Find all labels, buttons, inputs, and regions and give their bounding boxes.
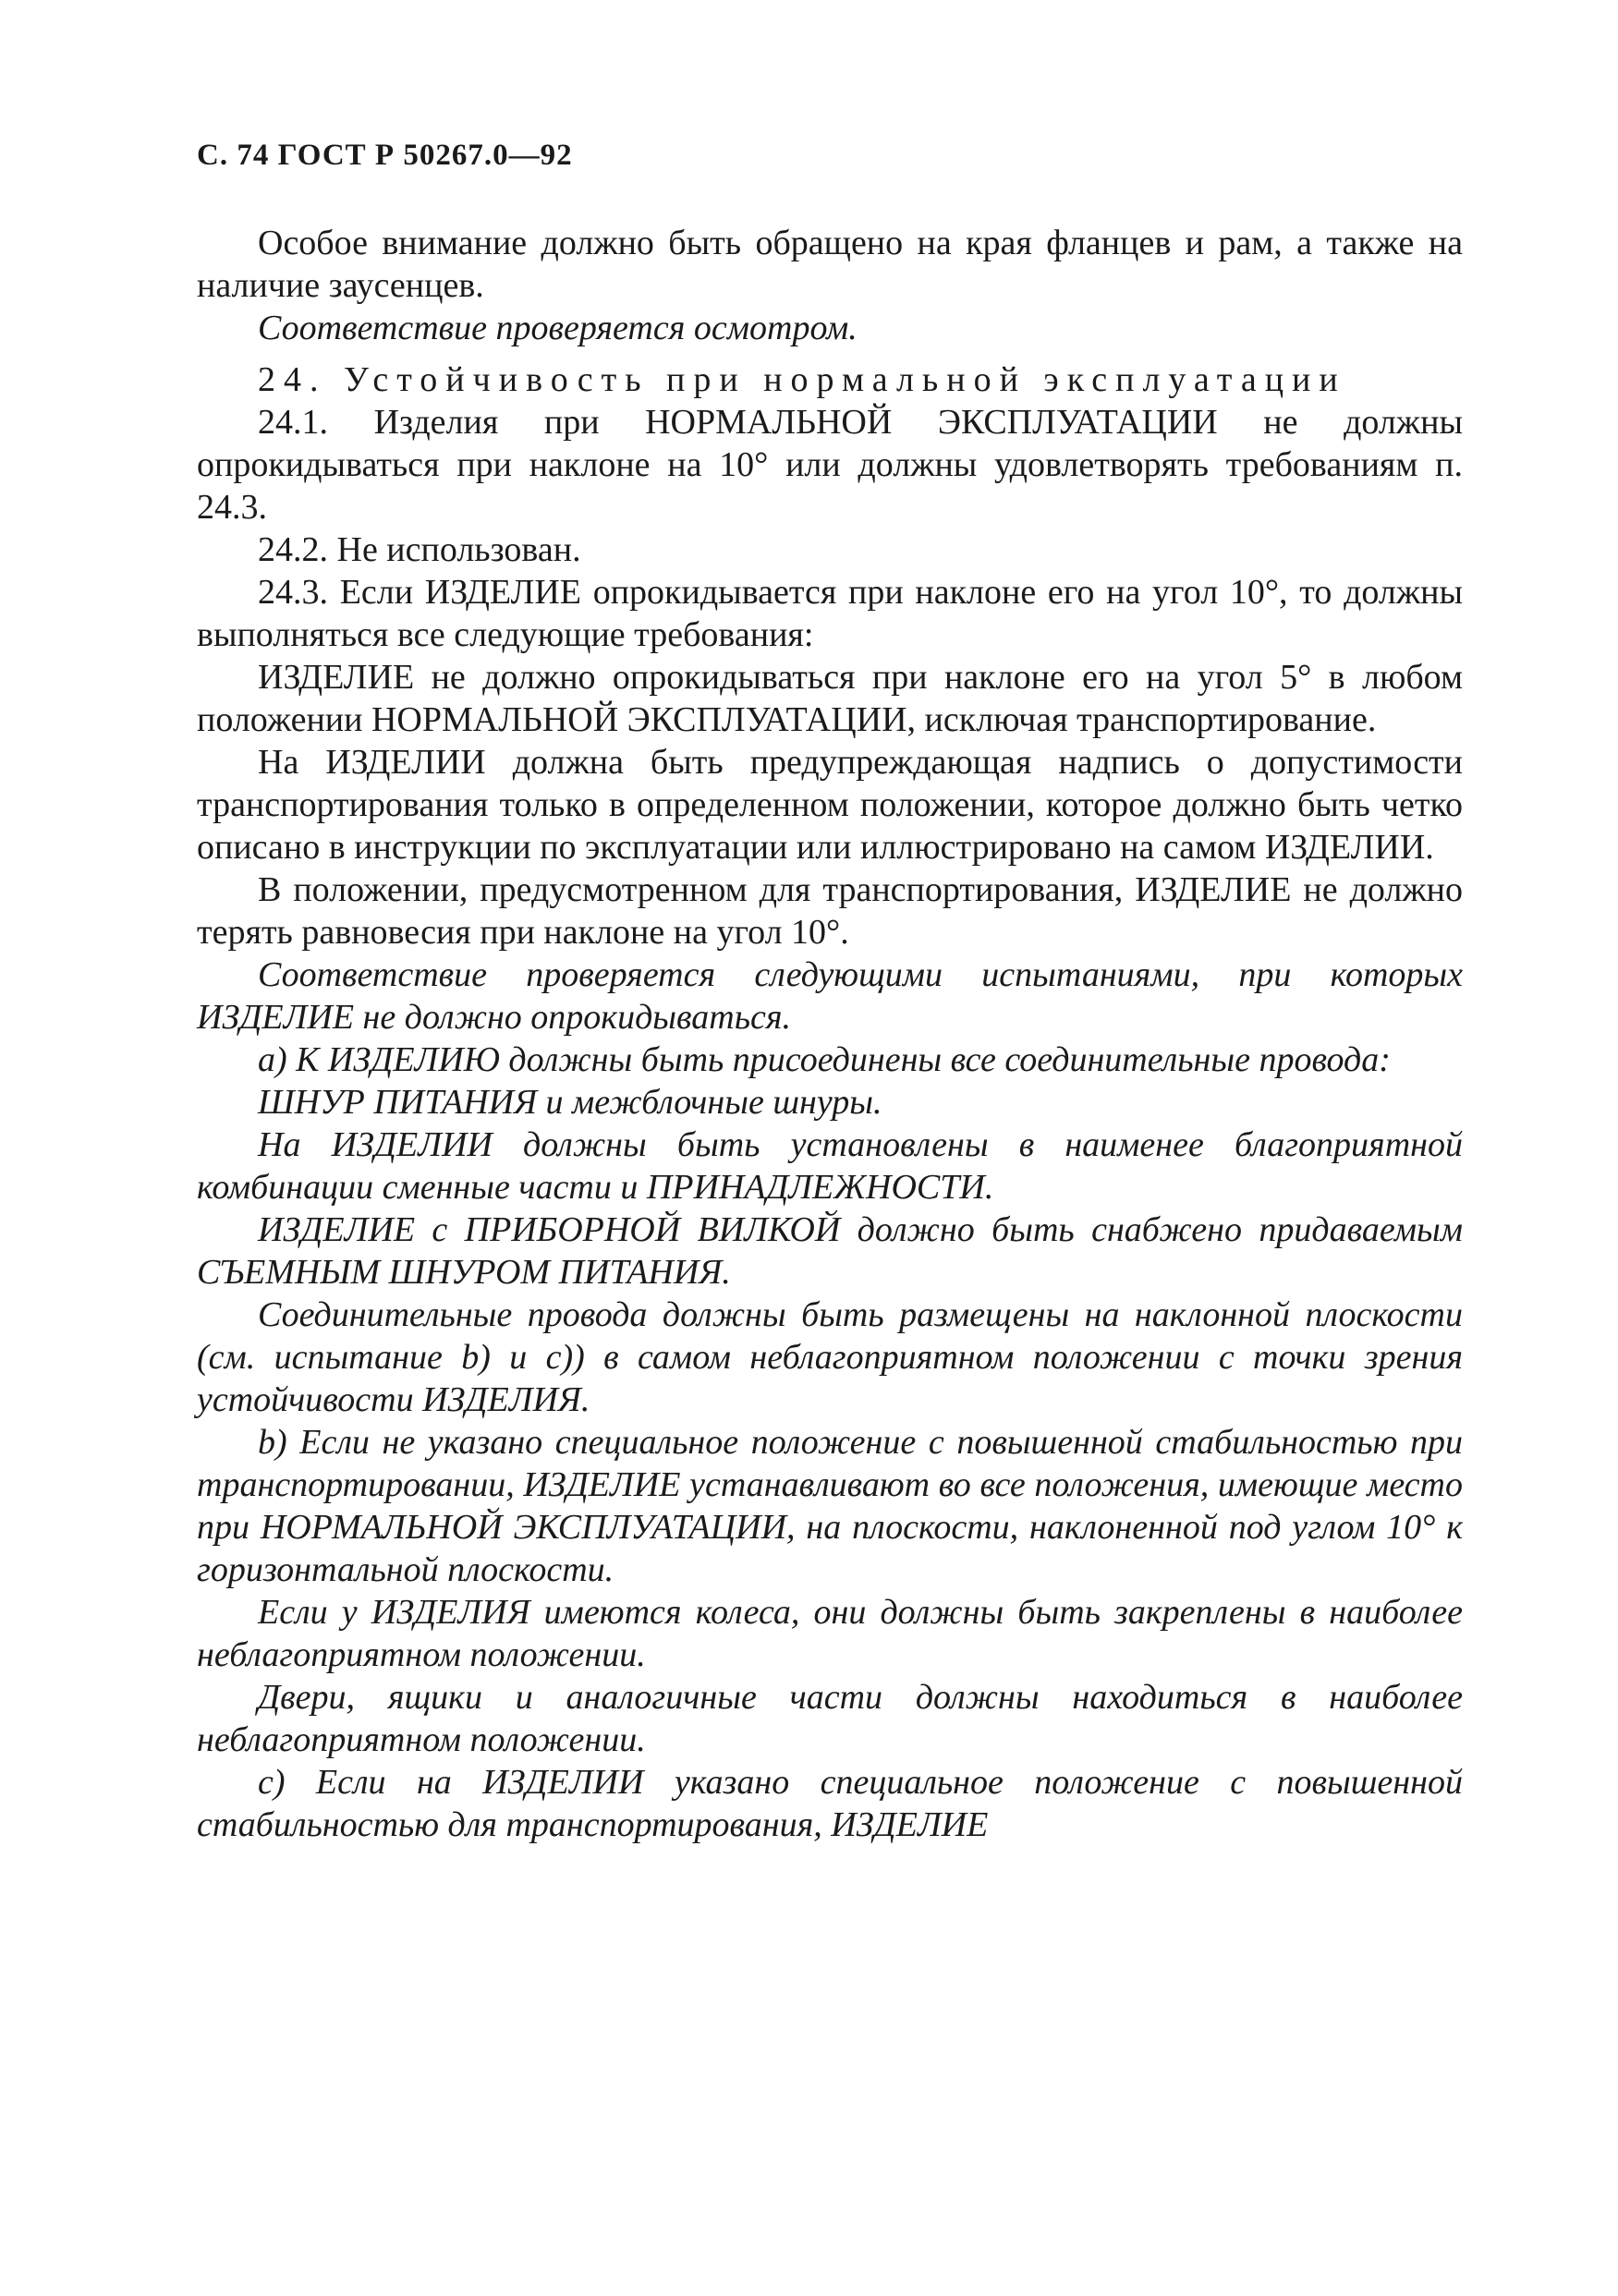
paragraph-24-3: 24.3. Если ИЗДЕЛИЕ опрокидывается при наклоне его на угол 10°, то должны выполняться все следующие требования: <box>197 573 1463 654</box>
paragraph-compliance-tests: Соответствие проверяется следующими испытаниями, при которых ИЗДЕЛИЕ не должно опрокидываться. <box>197 955 1463 1037</box>
paragraph-wheels: Если у ИЗДЕЛИЯ имеются колеса, они должны быть закреплены в наиболее неблагоприятном положении. <box>197 1593 1463 1674</box>
section-heading-24: 24. Устойчивость при нормальной эксплуатации <box>258 360 1346 399</box>
page-header: С. 74 ГОСТ Р 50267.0—92 <box>197 139 573 172</box>
paragraph-test-b: b) Если не указано специальное положение с повышенной стабильностью при транспортировании, ИЗДЕЛИЕ устанавливают во все положения, имеющие место при НОРМАЛЬНОЙ ЭКСПЛУАТАЦИИ, на плоскости, наклоненной под углом 10° к горизонтальной плоскости. <box>197 1423 1463 1589</box>
paragraph-24-1: 24.1. Изделия при НОРМАЛЬНОЙ ЭКСПЛУАТАЦИИ не должны опрокидываться при наклоне на 10° или должны удовлетворять требованиям п. 24.3. <box>197 403 1463 527</box>
paragraph-power-cord: ШНУР ПИТАНИЯ и межблочные шнуры. <box>258 1083 882 1122</box>
paragraph-compliance-inspection: Соответствие проверяется осмотром. <box>258 309 858 347</box>
paragraph-tilt-5-degrees: ИЗДЕЛИЕ не должно опрокидываться при наклоне его на угол 5° в любом положении НОРМАЛЬНОЙ ЭКСПЛУАТАЦИИ, исключая транспортирование. <box>197 658 1463 739</box>
paragraph-test-c: с) Если на ИЗДЕЛИИ указано специальное положение с повышенной стабильностью для транспортирования, ИЗДЕЛИЕ <box>197 1763 1463 1844</box>
paragraph-warning-label: На ИЗДЕЛИИ должна быть предупреждающая надпись о допустимости транспортирования только в определенном положении, которое должно быть четко описано в инструкции по эксплуатации или иллюстрировано на самом ИЗДЕЛИИ. <box>197 743 1463 867</box>
paragraph-accessories: На ИЗДЕЛИИ должны быть установлены в наименее благоприятной комбинации сменные части и ПРИНАДЛЕЖНОСТИ. <box>197 1125 1463 1207</box>
paragraph-flanges-note: Особое внимание должно быть обращено на края фланцев и рам, а также на наличие заусенцев. <box>197 224 1463 305</box>
paragraph-test-a: а) К ИЗДЕЛИЮ должны быть присоединены все соединительные провода: <box>258 1040 1391 1079</box>
paragraph-appliance-inlet: ИЗДЕЛИЕ с ПРИБОРНОЙ ВИЛКОЙ должно быть снабжено придаваемым СЪЕМНЫМ ШНУРОМ ПИТАНИЯ. <box>197 1210 1463 1292</box>
paragraph-transport-position: В положении, предусмотренном для транспортирования, ИЗДЕЛИЕ не должно терять равновесия при наклоне на угол 10°. <box>197 870 1463 952</box>
paragraph-24-2: 24.2. Не использован. <box>258 530 581 569</box>
paragraph-wires-placement: Соединительные провода должны быть размещены на наклонной плоскости (см. испытание b) и c)) в самом неблагоприятном положении с точки зрения устойчивости ИЗДЕЛИЯ. <box>197 1295 1463 1419</box>
document-body <box>197 222 1463 1846</box>
paragraph-doors-drawers: Двери, ящики и аналогичные части должны находиться в наиболее неблагоприятном положении. <box>197 1678 1463 1759</box>
